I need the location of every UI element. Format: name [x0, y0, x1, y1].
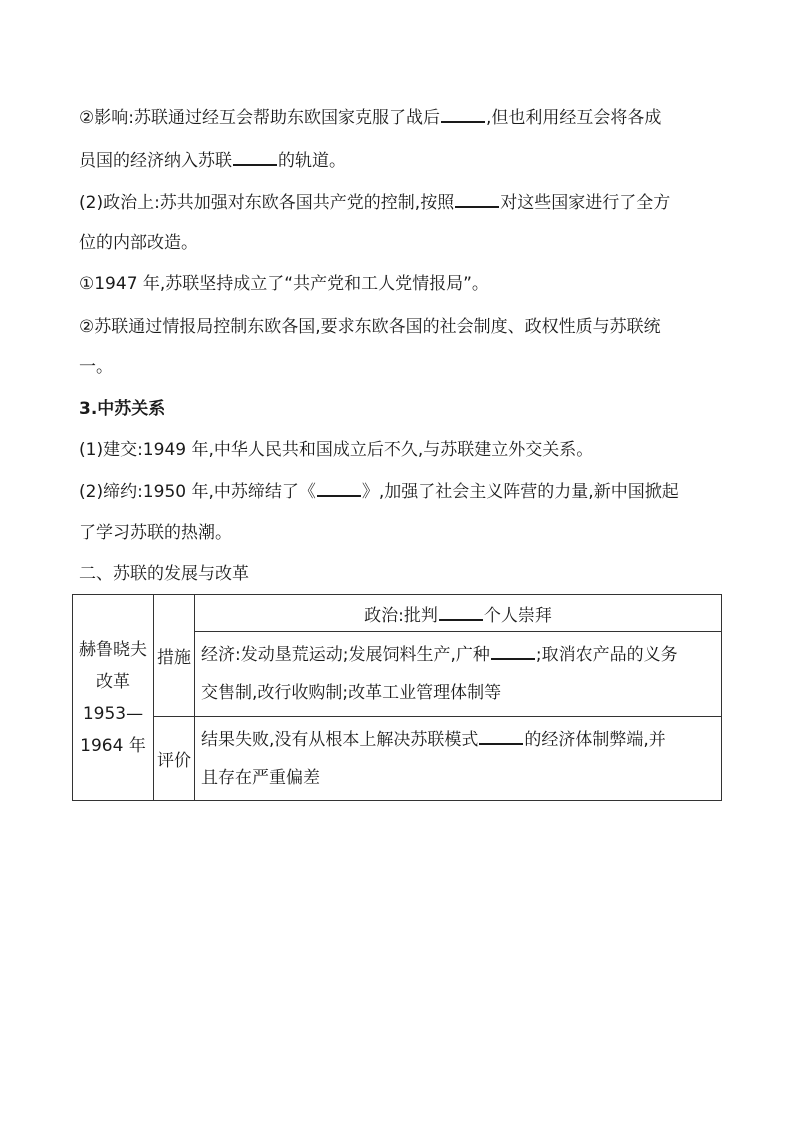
text-segment: ;取消农产品的义务 [535, 645, 678, 665]
text-line-9: (1)建交:1949 年,中华人民共和国成立后不久,与苏联建立外交关系。 [79, 440, 594, 460]
text-segment: 员国的经济纳入苏联 [79, 151, 232, 171]
reform-title-line: 赫鲁晓夫 [79, 639, 147, 660]
economic-measure-cell [195, 632, 722, 717]
text-segment: 的经济体制弊端,并 [524, 729, 666, 750]
reform-period-line: 1964 年 [80, 735, 146, 756]
political-measure-cell [195, 595, 722, 632]
text-segment: 的轨道。 [278, 151, 346, 171]
reform-table [72, 594, 722, 801]
answer-blank[interactable] [317, 481, 361, 497]
reform-title-cell [73, 595, 154, 801]
text-segment: 结果失败,没有从根本上解决苏联模式 [201, 729, 479, 750]
text-segment: (2)缔约:1950 年,中苏缔结了《 [79, 482, 316, 502]
evaluation-label: 评价 [154, 717, 195, 801]
answer-blank[interactable] [455, 192, 499, 208]
text-segment: 且存在严重偏差 [201, 767, 320, 788]
reform-title-line: 改革 [96, 671, 130, 692]
text-line-10 [79, 481, 679, 502]
reform-period-line: 1953— [82, 703, 144, 724]
text-segment: 对这些国家进行了全方 [500, 193, 671, 213]
answer-blank[interactable] [479, 729, 523, 745]
text-line-1 [79, 107, 661, 128]
answer-blank[interactable] [491, 644, 535, 660]
text-line-4: 位的内部改造。 [79, 233, 198, 253]
text-line-6: ②苏联通过情报局控制东欧各国,要求东欧各国的社会制度、政权性质与苏联统 [79, 317, 661, 337]
text-segment: ②影响:苏联通过经互会帮助东欧国家克服了战后 [79, 108, 440, 128]
text-line-2 [79, 150, 346, 171]
text-segment: 个人崇拜 [483, 605, 552, 626]
text-segment: 》,加强了社会主义阵营的力量,新中国掀起 [361, 482, 679, 502]
text-line-3 [79, 192, 670, 213]
text-segment: (2)政治上:苏共加强对东欧各国共产党的控制,按照 [79, 193, 455, 213]
evaluation-cell [195, 717, 722, 801]
text-line-7: 一。 [79, 357, 113, 377]
section-heading: 3.中苏关系 [79, 399, 166, 419]
section-title: 二、苏联的发展与改革 [79, 564, 249, 584]
text-line-5: ①1947 年,苏联坚持成立了“共产党和工人党情报局”。 [79, 274, 489, 294]
answer-blank[interactable] [233, 150, 277, 166]
text-segment: 经济:发动垦荒运动;发展饲料生产,广种 [201, 645, 490, 665]
text-segment: 政治:批判 [364, 605, 438, 626]
text-segment: 交售制,改行收购制;改革工业管理体制等 [201, 683, 502, 703]
measures-label: 措施 [154, 595, 195, 717]
answer-blank[interactable] [441, 107, 485, 123]
answer-blank[interactable] [439, 605, 483, 621]
text-line-11: 了学习苏联的热潮。 [79, 523, 232, 543]
text-segment: ,但也利用经互会将各成 [485, 108, 662, 128]
